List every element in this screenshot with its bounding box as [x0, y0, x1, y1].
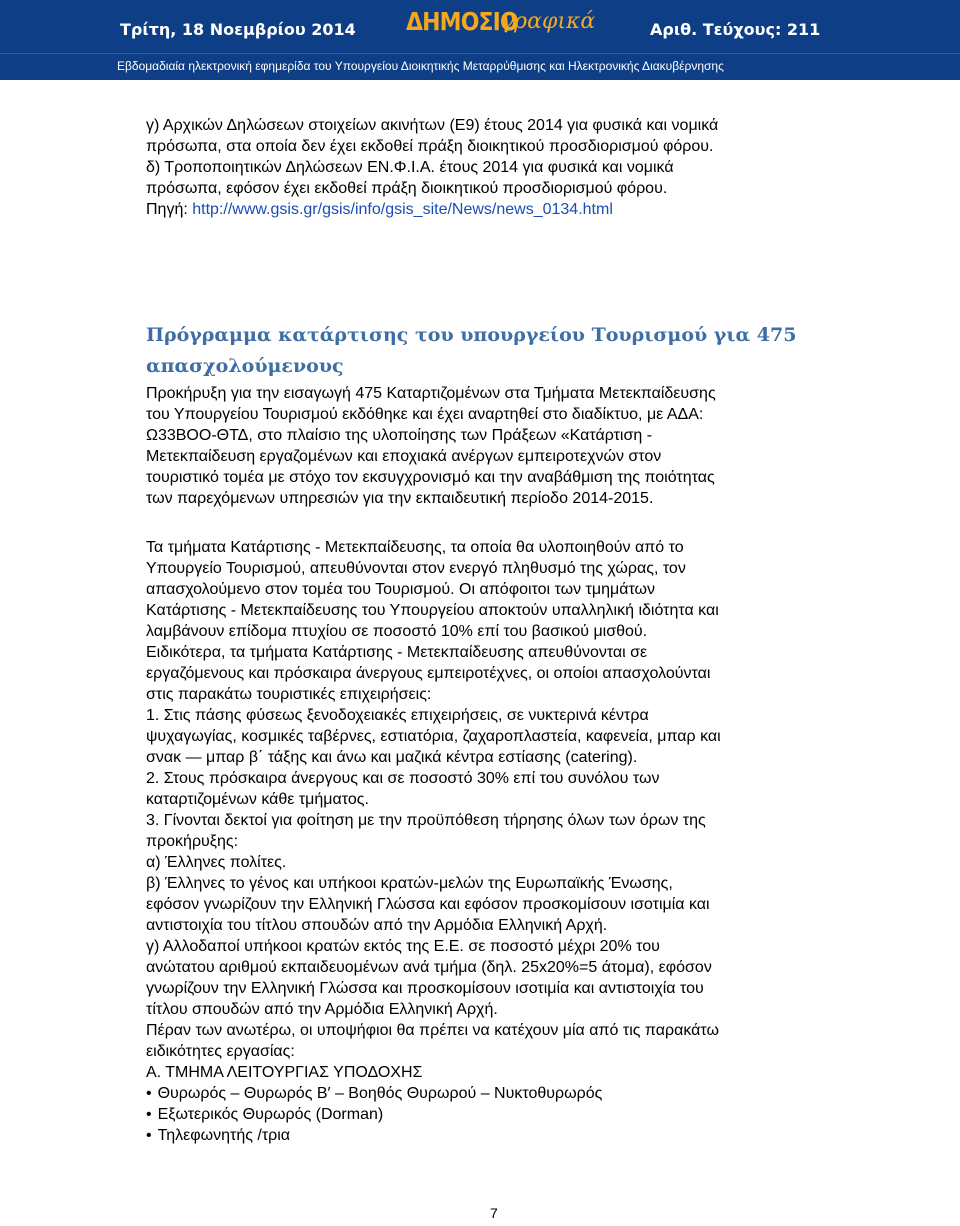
- list-item-text: Θυρωρός – Θυρωρός Β′ – Βοηθός Θυρωρού – Νυκτοθυρωρός: [157, 1085, 603, 1102]
- paragraph-line: καταρτιζομένων κάθε τμήματος.: [146, 791, 369, 808]
- list-item: [146, 1083, 876, 1104]
- newsletter-header: [0, 0, 960, 80]
- paragraph-line: Κατάρτισης - Μετεκπαίδευσης του Υπουργείου αποκτούν υπαλληλική ιδιότητα και: [146, 602, 719, 619]
- paragraph-line: Πέραν των ανωτέρω, οι υποψήφιοι θα πρέπει να κατέχουν μία από τις παρακάτω: [146, 1022, 719, 1039]
- bullet-icon: •: [146, 1106, 152, 1123]
- intro-block: [146, 115, 876, 220]
- bullet-icon: •: [146, 1085, 152, 1102]
- bullet-icon: •: [146, 1127, 152, 1144]
- paragraph-line: Προκήρυξη για την εισαγωγή 475 Καταρτιζομένων στα Τμήματα Μετεκπαίδευσης: [146, 385, 716, 402]
- paragraph-line: του Υπουργείου Τουρισμού εκδόθηκε και έχει αναρτηθεί στο διαδίκτυο, με ΑΔΑ:: [146, 406, 704, 423]
- paragraph-line: των παρεχόμενων υπηρεσιών για την εκπαιδευτική περίοδο 2014-2015.: [146, 490, 654, 507]
- issue-number: Αριθ. Τεύχους: 211: [650, 20, 821, 39]
- list-item: [146, 1104, 876, 1125]
- list-item-text: Εξωτερικός Θυρωρός (Dorman): [157, 1106, 384, 1123]
- paragraph-line: ειδικότητες εργασίας:: [146, 1043, 295, 1060]
- paragraph-line: Υπουργείο Τουρισμού, απευθύνονται στον ενεργό πληθυσμό της χώρας, τον: [146, 560, 686, 577]
- paragraph-line: ανώτατου αριθμού εκπαιδευομένων ανά τμήμα (δηλ. 25x20%=5 άτομα), εφόσον: [146, 959, 712, 976]
- paragraph-line: 3. Γίνονται δεκτοί για φοίτηση με την προϋπόθεση τήρησης όλων των όρων της: [146, 812, 706, 829]
- source-link[interactable]: http://www.gsis.gr/gsis/info/gsis_site/News/news_0134.html: [192, 201, 613, 218]
- paragraph-line: 2. Στους πρόσκαιρα άνεργους και σε ποσοστό 30% επί του συνόλου των: [146, 770, 660, 787]
- issue-date: Τρίτη, 18 Νοεμβρίου 2014: [120, 20, 356, 39]
- dimosio-grafika-logo: [400, 5, 596, 45]
- paragraph-line: εφόσον γνωρίζουν την Ελληνική Γλώσσα και εφόσον προσκομίσουν ισοτιμία και: [146, 896, 710, 913]
- intro-line: πρόσωπα, στα οποία δεν έχει εκδοθεί πράξη διοικητικού προσδιορισμού φόρου.: [146, 138, 714, 155]
- header-subtitle: Εβδομαδιαία ηλεκτρονική εφημερίδα του Υπουργείου Διοικητικής Μεταρρύθμισης και Ηλεκτρονικής Διακυβέρνησης: [117, 59, 724, 73]
- section-heading: Α. ΤΜΗΜΑ ΛΕΙΤΟΥΡΓΙΑΣ ΥΠΟΔΟΧΗΣ: [146, 1064, 423, 1081]
- paragraph-line: στις παρακάτω τουριστικές επιχειρήσεις:: [146, 686, 432, 703]
- paragraph-line: Ω33ΒΟΟ-ΘΤΔ, στο πλαίσιο της υλοποίησης των Πράξεων «Κατάρτιση -: [146, 427, 653, 444]
- paragraph-line: λαμβάνουν επίδομα πτυχίου σε ποσοστό 10% επί του βασικού μισθού.: [146, 623, 648, 640]
- paragraph-line: ψυχαγωγίας, κοσμικές ταβέρνες, εστιατόρια, ζαχαροπλαστεία, καφενεία, μπαρ και: [146, 728, 721, 745]
- intro-line: πρόσωπα, εφόσον έχει εκδοθεί πράξη διοικητικού προσδιορισμού φόρου.: [146, 180, 668, 197]
- paragraph-line: εργαζόμενους και πρόσκαιρα άνεργους εμπειροτέχνες, οι οποίοι απασχολούνται: [146, 665, 711, 682]
- paragraph-line: τίτλου σπουδών από την Αρμόδια Ελληνική Αρχή.: [146, 1001, 498, 1018]
- intro-line: γ) Αρχικών Δηλώσεων στοιχείων ακινήτων (Ε9) έτους 2014 για φυσικά και νομικά: [146, 117, 719, 134]
- paragraph-line: β) Έλληνες το γένος και υπήκοοι κρατών-μελών της Ευρωπαϊκής Ένωσης,: [146, 875, 673, 892]
- list-item-text: Τηλεφωνητής /τρια: [157, 1127, 291, 1144]
- paragraph-line: προκήρυξης:: [146, 833, 239, 850]
- paragraph-line: α) Έλληνες πολίτες.: [146, 854, 287, 871]
- article-paragraph-2: [146, 537, 876, 1146]
- paragraph-line: Ειδικότερα, τα τμήματα Κατάρτισης - Μετεκπαίδευσης απευθύνονται σε: [146, 644, 648, 661]
- list-item: [146, 1125, 876, 1146]
- article-title-line: Πρόγραμμα κατάρτισης του υπουργείου Τουρισμού για 475: [146, 324, 797, 346]
- logo-script-text: γραφικά: [501, 9, 596, 34]
- page-number: 7: [490, 1205, 498, 1221]
- paragraph-line: απασχολούμενο στον τομέα του Τουρισμού. Οι απόφοιτοι των τμημάτων: [146, 581, 656, 598]
- paragraph-line: γ) Αλλοδαποί υπήκοοι κρατών εκτός της Ε.Ε. σε ποσοστό μέχρι 20% του: [146, 938, 660, 955]
- paragraph-line: Μετεκπαίδευση εργαζομένων και εποχιακά ανέργων εμπειροτεχνών στον: [146, 448, 662, 465]
- source-line: [146, 199, 876, 220]
- paragraph-line: Τα τμήματα Κατάρτισης - Μετεκπαίδευσης, τα οποία θα υλοποιηθούν από το: [146, 539, 684, 556]
- logo-main-text: ΔΗΜΟΣΙΟ: [406, 7, 518, 36]
- article-title: [146, 320, 846, 382]
- header-divider: [0, 53, 960, 54]
- paragraph-line: τουριστικό τομέα με στόχο τον εκσυγχρονισμό και την αναβάθμιση της ποιότητας: [146, 469, 715, 486]
- article-title-line: απασχολούμενους: [146, 355, 344, 377]
- paragraph-line: 1. Στις πάσης φύσεως ξενοδοχειακές επιχειρήσεις, σε νυκτερινά κέντρα: [146, 707, 649, 724]
- paragraph-line: αντιστοιχία του τίτλου σπουδών από την Αρμόδια Ελληνική Αρχή.: [146, 917, 608, 934]
- intro-line: δ) Τροποποιητικών Δηλώσεων ΕΝ.Φ.Ι.Α. έτους 2014 για φυσικά και νομικά: [146, 159, 674, 176]
- source-label: Πηγή:: [146, 201, 193, 218]
- article-paragraph-1: [146, 383, 876, 509]
- paragraph-line: σνακ — μπαρ β΄ τάξης και άνω και μαζικά κέντρα εστίασης (catering).: [146, 749, 638, 766]
- paragraph-line: γνωρίζουν την Ελληνική Γλώσσα και προσκομίσουν ισοτιμία και αντιστοιχία του: [146, 980, 704, 997]
